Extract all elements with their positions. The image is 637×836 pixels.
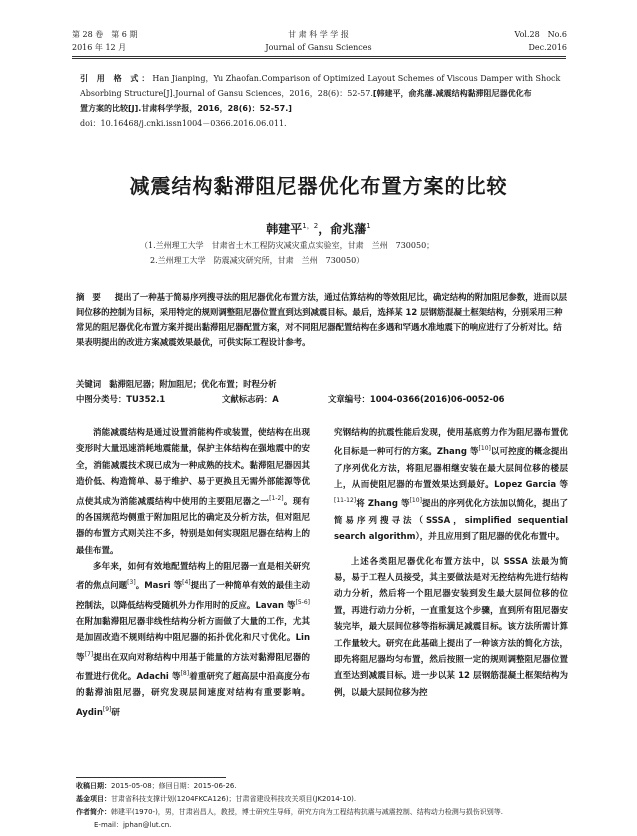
affiliation-1: （1.兰州理工大学 甘肃省土木工程防灾减灾重点实验室，甘肃 兰州 730050； [140,241,435,250]
citation-block [80,71,566,131]
author-line [0,220,637,237]
date-en: Dec.2016 [528,43,567,52]
received-label: 收稿日期： [76,782,111,790]
body-paragraph [334,425,568,546]
document-code: 文献标志码：A [222,394,279,404]
citation-ref: [4] [182,579,191,587]
header-rule-double [72,58,566,59]
citation-ref: [10] [409,497,422,505]
clc-number: 中图分类号：TU352.1 [76,394,166,404]
author-bio-label: 作者简介： [76,808,111,816]
body-text: 提出了一种简单有效的最佳主动控制法，以降低结构受随机外力作用时的反应。Lavan 等 [76,581,310,611]
affiliations [140,238,560,268]
citation-ref: [1-2] [269,494,284,502]
citation-ref: [3] [127,579,136,587]
fund-text: 甘肃省科技支撑计划(1204FKCA126)；甘肃省建设科技攻关项目(JK2014-10). [111,795,357,803]
author-2: 俞兆藩 [330,222,367,236]
citation-line-2a: Absorbing Structure[J].Journal of Gansu Sciences，2016，28(6)：52-57. [80,89,373,98]
citation-ref: [7] [84,650,94,658]
abstract-text: 提出了一种基于简易序列搜寻法的阻尼器优化布置方法，通过估算结构的等效阻尼比，确定结构的附加阻尼参数，进而以层间位移的控制为目标，采用特定的规则调整阻尼器位置直到达到减震目标。最后，选择某 12 层钢筋混凝土框架结构，分别采用三种常见的阻尼器优化布置方案并提出黏滞阻尼器配置方案，对不同阻尼器配置结构在多遇和罕遇水准地震下的响应进行了分析对比。结果表明提出的改进方案减震效果最优，可供实际工程设计参考。 [76,292,567,347]
journal-name-en: Journal of Gansu Sciences [265,43,372,52]
body-paragraph [76,559,310,721]
body-text: 多年来，如何有效地配置结构上的阻尼器一直是相关研究者的焦点问题 [76,562,310,592]
keywords-label: 关键词 [76,379,102,389]
affiliation-2: 2.兰州理工大学 防震减灾研究所，甘肃 兰州 730050） [150,256,365,265]
author-2-affil: 1 [366,222,371,230]
header-right [515,28,567,54]
email-label: E-mail： [94,821,123,829]
citation-ref: [8] [180,670,190,677]
body-text: 提出在双向对称结构中用基于能量的方法对黏滞阻尼器的布置进行优化。Adachi 等 [76,652,310,682]
abstract-label: 摘要 [76,292,109,302]
author-separator: ， [318,222,331,236]
body-text: 究钢结构的抗震性能后发现，使用基底剪力作为阻尼器布置优化目标是一种可行的方案。Zhang 等 [334,428,568,458]
footnote-rule [76,777,226,778]
keywords-text: 黏滞阻尼器；附加阻尼；优化布置；时程分析 [109,379,277,389]
citation-ref: [5-6] [295,598,310,606]
citation-line-3a: 置方案的比较[J]. [80,104,142,113]
body-text: 研 [111,707,120,718]
citation-ref: [11-12] [334,497,357,505]
body-paragraph [76,425,310,559]
keywords [76,377,568,392]
date-cn: 2016 年 12 月 [72,43,127,52]
body-column-left [76,425,310,721]
citation-label: 引 用 格 式： [80,74,153,83]
citation-line-1: Han Jianping，Yu Zhaofan.Comparison of Optimized Layout Schemes of Viscous Damper with Shock [152,74,561,83]
body-text: 将 Zhang 等 [356,499,410,510]
citation-journal: 甘肃科学学报 [141,104,190,113]
fund-label: 基金项目： [76,795,111,803]
email-address: jphan@lut.cn. [122,821,172,829]
body-column-right [334,425,568,701]
citation-line-2b: [韩建平，俞兆藩.减震结构黏滞阻尼器优化布 [372,89,532,98]
footnotes [76,780,568,832]
citation-doi: doi：10.16468/j.cnki.issn1004－0366.2016.06.011. [80,119,287,128]
citation-ref: [9] [102,705,112,713]
volume-issue-cn: 第 28 卷 第 6 期 [72,30,138,39]
abstract [76,290,568,350]
citation-ref: [10] [478,445,491,453]
body-text: 提出的序列优化方法加以简化，提出了简易序列搜寻法（SSSA，simplified sequential search algorithm），并且应用到了阻尼器的优化布置中。 [334,499,568,543]
body-paragraph: 上述各类阻尼器优化布置方法中，以 SSSA 法最为简易，易于工程人员接受，其主要做法是对无控结构先进行结构动力分析，然后将一个阻尼器安装到发生最大层间位移的位置，再进行动力分析，一直重复这个步骤，直到所有阻尼器安装完毕，最大层间位移等指标满足减震目标。该方法所需计算工作量较大。研究在此基础上提出了一种该方法的简化方法，即先将阻尼器均匀布置，然后按照一定的规则调整阻尼器位置直至达到减震目标。进一步以某 12 层钢筋混凝土框架结构为例，以最大层间位移为控 [334,556,568,698]
volume-issue-en: Vol.28 No.6 [514,30,567,39]
body-text: 在附加黏滞阻尼器非线性结构分析方面做了大量的工作，尤其是加固改造不规则结构中阻尼器的拓扑优化和尺寸优化。Lin 等 [76,616,310,663]
body-text: 消能减震结构是通过设置消能构件或装置，使结构在出现变形时大量迅速消耗地震能量，保护主体结构在强地震中的安全，消能减震技术现已成为一种成熟的技术。黏滞阻尼器因其造价低、构造简单、易于维护、易于更换且无需外部能源等优点使其成为消能减震结构中使用的主要阻尼器之一 [76,428,310,507]
body-text: 着重研究了超高层中沿高度分布的黏滞油阻尼器，研究发现层间速度对结构有重要影响。Aydin [76,671,310,718]
body-text: 。Masri 等 [135,581,183,592]
citation-line-3c: ，2016，28(6)：52-57.] [189,104,292,113]
paper-title: 减震结构黏滞阻尼器优化布置方案的比较 [129,174,508,198]
body-text: 。现有的各国规范均侧重于附加阻尼比的确定及分析方法，但对阻尼器的布置方式则关注不多，特别是如何实现阻尼器在结构上的最佳布置。 [76,496,310,556]
article-number: 文章编号：1004-0366(2016)06-0052-06 [328,394,505,404]
author-1-affil: 1，2 [302,222,319,230]
journal-name-cn: 甘 肃 科 学 学 报 [288,30,349,39]
author-1: 韩建平 [266,222,303,236]
body-text: 以可控度的概念提出了序列优化方法，将阻尼器相继安装在最大层间位移的楼层上，从而使阻尼器的布置效果达到最好。Lopez Garcia 等 [334,447,568,491]
header-rule [72,56,566,57]
received-dates: 2015-05-08；修回日期：2015-06-26. [111,782,237,790]
author-bio-text: 韩建平(1970-)，男，甘肃岩昌人，教授，博士研究生导师，研究方向为工程结构抗震与减震控制、结构动力检测与损伤识别等. [111,808,504,816]
